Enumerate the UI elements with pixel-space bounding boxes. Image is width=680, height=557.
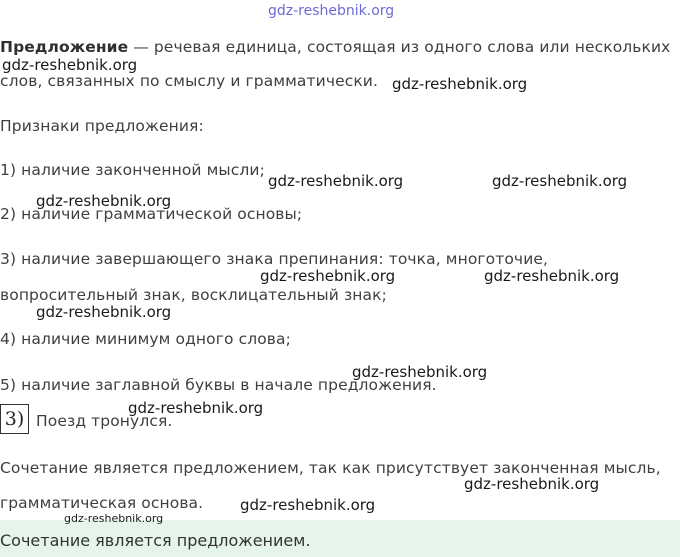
- sign-item: 5) наличие заглавной буквы в начале предложения.: [0, 376, 437, 394]
- watermark: gdz-reshebnik.org: [268, 172, 404, 190]
- watermark-top: gdz-reshebnik.org: [268, 3, 395, 19]
- watermark: gdz-reshebnik.org: [260, 267, 396, 285]
- definition-line-1: [0, 38, 670, 56]
- watermark: gdz-reshebnik.org: [484, 267, 620, 285]
- example-sentence: Поезд тронулся.: [36, 412, 173, 430]
- sign-item: 1) наличие законченной мысли;: [0, 161, 265, 179]
- watermark: gdz-reshebnik.org: [128, 399, 264, 417]
- watermark: gdz-reshebnik.org: [36, 192, 172, 210]
- definition-term: Предложение: [0, 38, 129, 56]
- example-number-box: 3): [0, 404, 29, 434]
- watermark: gdz-reshebnik.org: [36, 303, 172, 321]
- watermark: gdz-reshebnik.org: [352, 363, 488, 381]
- definition-text: — речевая единица, состоящая из одного слова или нескольких: [128, 38, 671, 56]
- watermark: gdz-reshebnik.org: [240, 496, 376, 514]
- watermark: gdz-reshebnik.org: [392, 75, 528, 93]
- sign-item: 2) наличие грамматической основы;: [0, 205, 303, 223]
- watermark: gdz-reshebnik.org: [492, 172, 628, 190]
- answer-text: Сочетание является предложением.: [0, 531, 311, 550]
- watermark: gdz-reshebnik.org: [2, 56, 138, 74]
- watermark-small: gdz-reshebnik.org: [64, 512, 164, 525]
- explanation-line-2: грамматическая основа.: [0, 494, 204, 512]
- definition-line-2: слов, связанных по смыслу и грамматически.: [0, 72, 379, 90]
- sign-item: 4) наличие минимум одного слова;: [0, 330, 291, 348]
- watermark: gdz-reshebnik.org: [464, 475, 600, 493]
- signs-heading: Признаки предложения:: [0, 117, 204, 135]
- sign-item: вопросительный знак, восклицательный знак;: [0, 286, 387, 304]
- explanation-line-1: Сочетание является предложением, так как присутствует законченная мысль,: [0, 459, 661, 477]
- sign-item: 3) наличие завершающего знака препинания: точка, многоточие,: [0, 250, 549, 268]
